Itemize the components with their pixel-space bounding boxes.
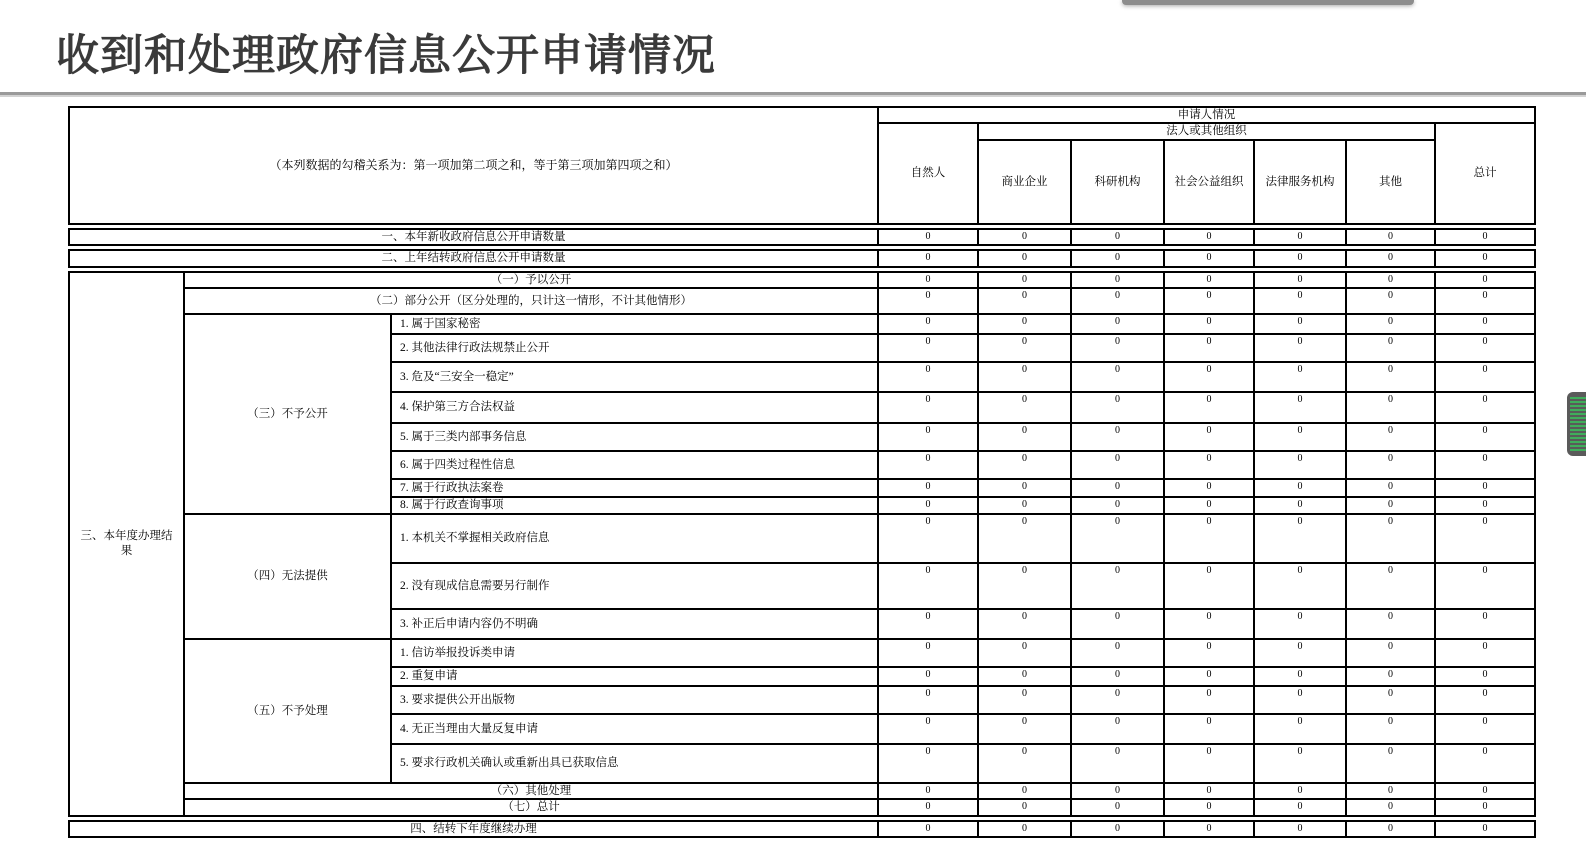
row-label: 3. 危及“三安全一稳定” xyxy=(391,362,878,392)
value-cell: 0 xyxy=(878,686,978,714)
value-cell: 0 xyxy=(1071,288,1164,314)
group-label-reject: （五）不予处理 xyxy=(184,639,391,783)
value-cell: 0 xyxy=(978,362,1071,392)
value-cell: 0 xyxy=(878,783,978,799)
value-cell: 0 xyxy=(1164,479,1254,497)
value-cell: 0 xyxy=(1346,288,1435,314)
row-new-applications xyxy=(68,228,1536,246)
value-cell: 0 xyxy=(978,799,1071,815)
value-cell: 0 xyxy=(1254,362,1346,392)
section-label: 三、本年度办理结果 xyxy=(69,272,184,816)
value-cell: 0 xyxy=(1435,314,1535,334)
value-cell: 0 xyxy=(1435,514,1535,563)
value-cell: 0 xyxy=(1071,479,1164,497)
value-cell: 0 xyxy=(978,783,1071,799)
table-row xyxy=(69,229,1535,245)
row-label: 1. 属于国家秘密 xyxy=(391,314,878,334)
row-label: 二、上年结转政府信息公开申请数量 xyxy=(69,250,878,266)
value-cell: 0 xyxy=(1346,821,1435,837)
value-cell: 0 xyxy=(1164,667,1254,686)
row-label: 4. 无正当理由大量反复申请 xyxy=(391,714,878,744)
value-cell: 0 xyxy=(1254,314,1346,334)
table-row xyxy=(69,821,1535,837)
value-cell: 0 xyxy=(878,744,978,783)
value-cell: 0 xyxy=(1435,563,1535,609)
header-legal-org-group: 法人或其他组织 xyxy=(978,123,1435,139)
row-label: （二）部分公开（区分处理的，只计这一情形，不计其他情形） xyxy=(184,288,878,314)
value-cell: 0 xyxy=(878,714,978,744)
value-cell: 0 xyxy=(878,334,978,362)
group-label-unable: （四）无法提供 xyxy=(184,514,391,639)
value-cell: 0 xyxy=(1164,334,1254,362)
value-cell: 0 xyxy=(1164,314,1254,334)
value-cell: 0 xyxy=(978,314,1071,334)
value-cell: 0 xyxy=(1346,783,1435,799)
row-label: （一）予以公开 xyxy=(184,272,878,288)
value-cell: 0 xyxy=(978,334,1071,362)
value-cell: 0 xyxy=(1254,334,1346,362)
table-header xyxy=(68,106,1536,225)
value-cell: 0 xyxy=(1071,362,1164,392)
value-cell: 0 xyxy=(1254,272,1346,288)
row-label: 一、本年新收政府信息公开申请数量 xyxy=(69,229,878,245)
value-cell: 0 xyxy=(1346,479,1435,497)
value-cell: 0 xyxy=(1164,821,1254,837)
row-label: （七）总计 xyxy=(184,799,878,815)
value-cell: 0 xyxy=(1435,423,1535,451)
table-row xyxy=(69,314,1535,334)
value-cell: 0 xyxy=(1254,451,1346,479)
value-cell: 0 xyxy=(1435,799,1535,815)
value-cell: 0 xyxy=(1346,392,1435,423)
value-cell: 0 xyxy=(1071,250,1164,266)
row-label: 5. 属于三类内部事务信息 xyxy=(391,423,878,451)
value-cell: 0 xyxy=(1164,250,1254,266)
value-cell: 0 xyxy=(1435,714,1535,744)
value-cell: 0 xyxy=(978,667,1071,686)
value-cell: 0 xyxy=(1254,639,1346,667)
value-cell: 0 xyxy=(1164,783,1254,799)
value-cell: 0 xyxy=(1254,744,1346,783)
value-cell: 0 xyxy=(1071,714,1164,744)
header-commercial: 商业企业 xyxy=(978,140,1071,224)
value-cell: 0 xyxy=(1164,288,1254,314)
value-cell: 0 xyxy=(1346,250,1435,266)
value-cell: 0 xyxy=(878,314,978,334)
value-cell: 0 xyxy=(878,563,978,609)
table-row xyxy=(69,799,1535,815)
table-row xyxy=(69,288,1535,314)
row-next-year xyxy=(68,820,1536,838)
value-cell: 0 xyxy=(878,639,978,667)
value-cell: 0 xyxy=(1435,288,1535,314)
value-cell: 0 xyxy=(1071,744,1164,783)
value-cell: 0 xyxy=(1435,362,1535,392)
applications-table xyxy=(68,106,1535,838)
value-cell: 0 xyxy=(1346,451,1435,479)
value-cell: 0 xyxy=(878,362,978,392)
header-legal-service: 法律服务机构 xyxy=(1254,140,1346,224)
value-cell: 0 xyxy=(1254,714,1346,744)
value-cell: 0 xyxy=(878,514,978,563)
value-cell: 0 xyxy=(978,639,1071,667)
note-cell: （本列数据的勾稽关系为：第一项加第二项之和，等于第三项加第四项之和） xyxy=(69,107,878,224)
value-cell: 0 xyxy=(1435,667,1535,686)
header-other-org: 其他 xyxy=(1346,140,1435,224)
value-cell: 0 xyxy=(978,392,1071,423)
value-cell: 0 xyxy=(1435,821,1535,837)
value-cell: 0 xyxy=(978,423,1071,451)
value-cell: 0 xyxy=(878,821,978,837)
value-cell: 0 xyxy=(1254,288,1346,314)
header-applicant-group: 申请人情况 xyxy=(878,107,1535,123)
value-cell: 0 xyxy=(1346,744,1435,783)
value-cell: 0 xyxy=(878,423,978,451)
value-cell: 0 xyxy=(1346,609,1435,639)
value-cell: 0 xyxy=(1346,362,1435,392)
page-title: 收到和处理政府信息公开申请情况 xyxy=(56,32,716,80)
value-cell: 0 xyxy=(1346,314,1435,334)
value-cell: 0 xyxy=(978,609,1071,639)
value-cell: 0 xyxy=(878,392,978,423)
value-cell: 0 xyxy=(1071,686,1164,714)
value-cell: 0 xyxy=(1435,229,1535,245)
header-natural-person: 自然人 xyxy=(878,123,978,223)
row-label: 四、结转下年度继续办理 xyxy=(69,821,878,837)
value-cell: 0 xyxy=(978,272,1071,288)
row-label: 3. 补正后申请内容仍不明确 xyxy=(391,609,878,639)
value-cell: 0 xyxy=(1071,423,1164,451)
value-cell: 0 xyxy=(878,609,978,639)
value-cell: 0 xyxy=(878,497,978,514)
value-cell: 0 xyxy=(878,272,978,288)
row-label: （六）其他处理 xyxy=(184,783,878,799)
value-cell: 0 xyxy=(1071,639,1164,667)
value-cell: 0 xyxy=(1346,514,1435,563)
value-cell: 0 xyxy=(1071,334,1164,362)
value-cell: 0 xyxy=(978,288,1071,314)
row-label: 2. 其他法律行政法规禁止公开 xyxy=(391,334,878,362)
row-label: 7. 属于行政执法案卷 xyxy=(391,479,878,497)
value-cell: 0 xyxy=(1071,451,1164,479)
row-label: 1. 本机关不掌握相关政府信息 xyxy=(391,514,878,563)
value-cell: 0 xyxy=(1254,392,1346,423)
value-cell: 0 xyxy=(1254,783,1346,799)
value-cell: 0 xyxy=(1164,272,1254,288)
value-cell: 0 xyxy=(1346,639,1435,667)
value-cell: 0 xyxy=(1346,799,1435,815)
value-cell: 0 xyxy=(1254,514,1346,563)
value-cell: 0 xyxy=(978,250,1071,266)
value-cell: 0 xyxy=(1435,479,1535,497)
value-cell: 0 xyxy=(1071,392,1164,423)
value-cell: 0 xyxy=(978,821,1071,837)
value-cell: 0 xyxy=(878,667,978,686)
value-cell: 0 xyxy=(1071,609,1164,639)
value-cell: 0 xyxy=(1254,423,1346,451)
value-cell: 0 xyxy=(1254,497,1346,514)
section-results xyxy=(68,271,1536,817)
value-cell: 0 xyxy=(1164,686,1254,714)
value-cell: 0 xyxy=(978,514,1071,563)
value-cell: 0 xyxy=(1435,392,1535,423)
value-cell: 0 xyxy=(878,799,978,815)
value-cell: 0 xyxy=(1346,272,1435,288)
value-cell: 0 xyxy=(1164,799,1254,815)
value-cell: 0 xyxy=(878,479,978,497)
row-label: 1. 信访举报投诉类申请 xyxy=(391,639,878,667)
value-cell: 0 xyxy=(1071,229,1164,245)
value-cell: 0 xyxy=(1254,563,1346,609)
value-cell: 0 xyxy=(1435,272,1535,288)
value-cell: 0 xyxy=(1346,334,1435,362)
row-carryover-applications xyxy=(68,249,1536,267)
value-cell: 0 xyxy=(1254,799,1346,815)
scrollbar-thumb-stripes xyxy=(1570,397,1586,451)
value-cell: 0 xyxy=(1346,423,1435,451)
header-research: 科研机构 xyxy=(1071,140,1164,224)
row-label: 5. 要求行政机关确认或重新出具已获取信息 xyxy=(391,744,878,783)
row-label: 6. 属于四类过程性信息 xyxy=(391,451,878,479)
value-cell: 0 xyxy=(1346,563,1435,609)
value-cell: 0 xyxy=(1346,229,1435,245)
value-cell: 0 xyxy=(1435,497,1535,514)
value-cell: 0 xyxy=(1071,497,1164,514)
value-cell: 0 xyxy=(1346,497,1435,514)
value-cell: 0 xyxy=(978,451,1071,479)
value-cell: 0 xyxy=(1071,821,1164,837)
value-cell: 0 xyxy=(1071,314,1164,334)
value-cell: 0 xyxy=(1164,744,1254,783)
row-label: 4. 保护第三方合法权益 xyxy=(391,392,878,423)
value-cell: 0 xyxy=(1254,821,1346,837)
value-cell: 0 xyxy=(978,744,1071,783)
value-cell: 0 xyxy=(1164,423,1254,451)
value-cell: 0 xyxy=(1164,392,1254,423)
value-cell: 0 xyxy=(1435,451,1535,479)
table-row xyxy=(69,783,1535,799)
value-cell: 0 xyxy=(1435,744,1535,783)
value-cell: 0 xyxy=(1435,250,1535,266)
group-label-refuse: （三）不予公开 xyxy=(184,314,391,514)
value-cell: 0 xyxy=(1346,714,1435,744)
value-cell: 0 xyxy=(1164,714,1254,744)
value-cell: 0 xyxy=(1164,451,1254,479)
value-cell: 0 xyxy=(1164,362,1254,392)
value-cell: 0 xyxy=(1254,686,1346,714)
value-cell: 0 xyxy=(1435,783,1535,799)
row-label: 2. 没有现成信息需要另行制作 xyxy=(391,563,878,609)
value-cell: 0 xyxy=(878,229,978,245)
value-cell: 0 xyxy=(1164,563,1254,609)
value-cell: 0 xyxy=(1254,250,1346,266)
value-cell: 0 xyxy=(1254,229,1346,245)
value-cell: 0 xyxy=(1164,514,1254,563)
top-scrollbar-remnant xyxy=(1122,0,1414,5)
table-row xyxy=(69,639,1535,667)
value-cell: 0 xyxy=(1254,667,1346,686)
value-cell: 0 xyxy=(878,288,978,314)
value-cell: 0 xyxy=(1071,667,1164,686)
header-public-welfare: 社会公益组织 xyxy=(1164,140,1254,224)
table-row xyxy=(69,272,1535,288)
value-cell: 0 xyxy=(1071,783,1164,799)
value-cell: 0 xyxy=(1164,609,1254,639)
value-cell: 0 xyxy=(1435,686,1535,714)
value-cell: 0 xyxy=(1435,639,1535,667)
value-cell: 0 xyxy=(978,229,1071,245)
value-cell: 0 xyxy=(978,497,1071,514)
value-cell: 0 xyxy=(1071,514,1164,563)
table-row xyxy=(69,514,1535,563)
value-cell: 0 xyxy=(1254,609,1346,639)
value-cell: 0 xyxy=(878,451,978,479)
value-cell: 0 xyxy=(978,563,1071,609)
value-cell: 0 xyxy=(1435,609,1535,639)
value-cell: 0 xyxy=(978,479,1071,497)
header-total: 总计 xyxy=(1435,123,1535,223)
value-cell: 0 xyxy=(1164,229,1254,245)
row-label: 3. 要求提供公开出版物 xyxy=(391,686,878,714)
value-cell: 0 xyxy=(878,250,978,266)
value-cell: 0 xyxy=(1164,497,1254,514)
value-cell: 0 xyxy=(1346,686,1435,714)
value-cell: 0 xyxy=(1254,479,1346,497)
value-cell: 0 xyxy=(1346,667,1435,686)
value-cell: 0 xyxy=(978,714,1071,744)
value-cell: 0 xyxy=(1071,563,1164,609)
value-cell: 0 xyxy=(1071,799,1164,815)
table-row xyxy=(69,250,1535,266)
value-cell: 0 xyxy=(978,686,1071,714)
row-label: 2. 重复申请 xyxy=(391,667,878,686)
value-cell: 0 xyxy=(1071,272,1164,288)
value-cell: 0 xyxy=(1435,334,1535,362)
scrollbar-thumb[interactable] xyxy=(1567,392,1586,456)
row-label: 8. 属于行政查询事项 xyxy=(391,497,878,514)
value-cell: 0 xyxy=(1164,639,1254,667)
title-divider xyxy=(0,92,1586,97)
